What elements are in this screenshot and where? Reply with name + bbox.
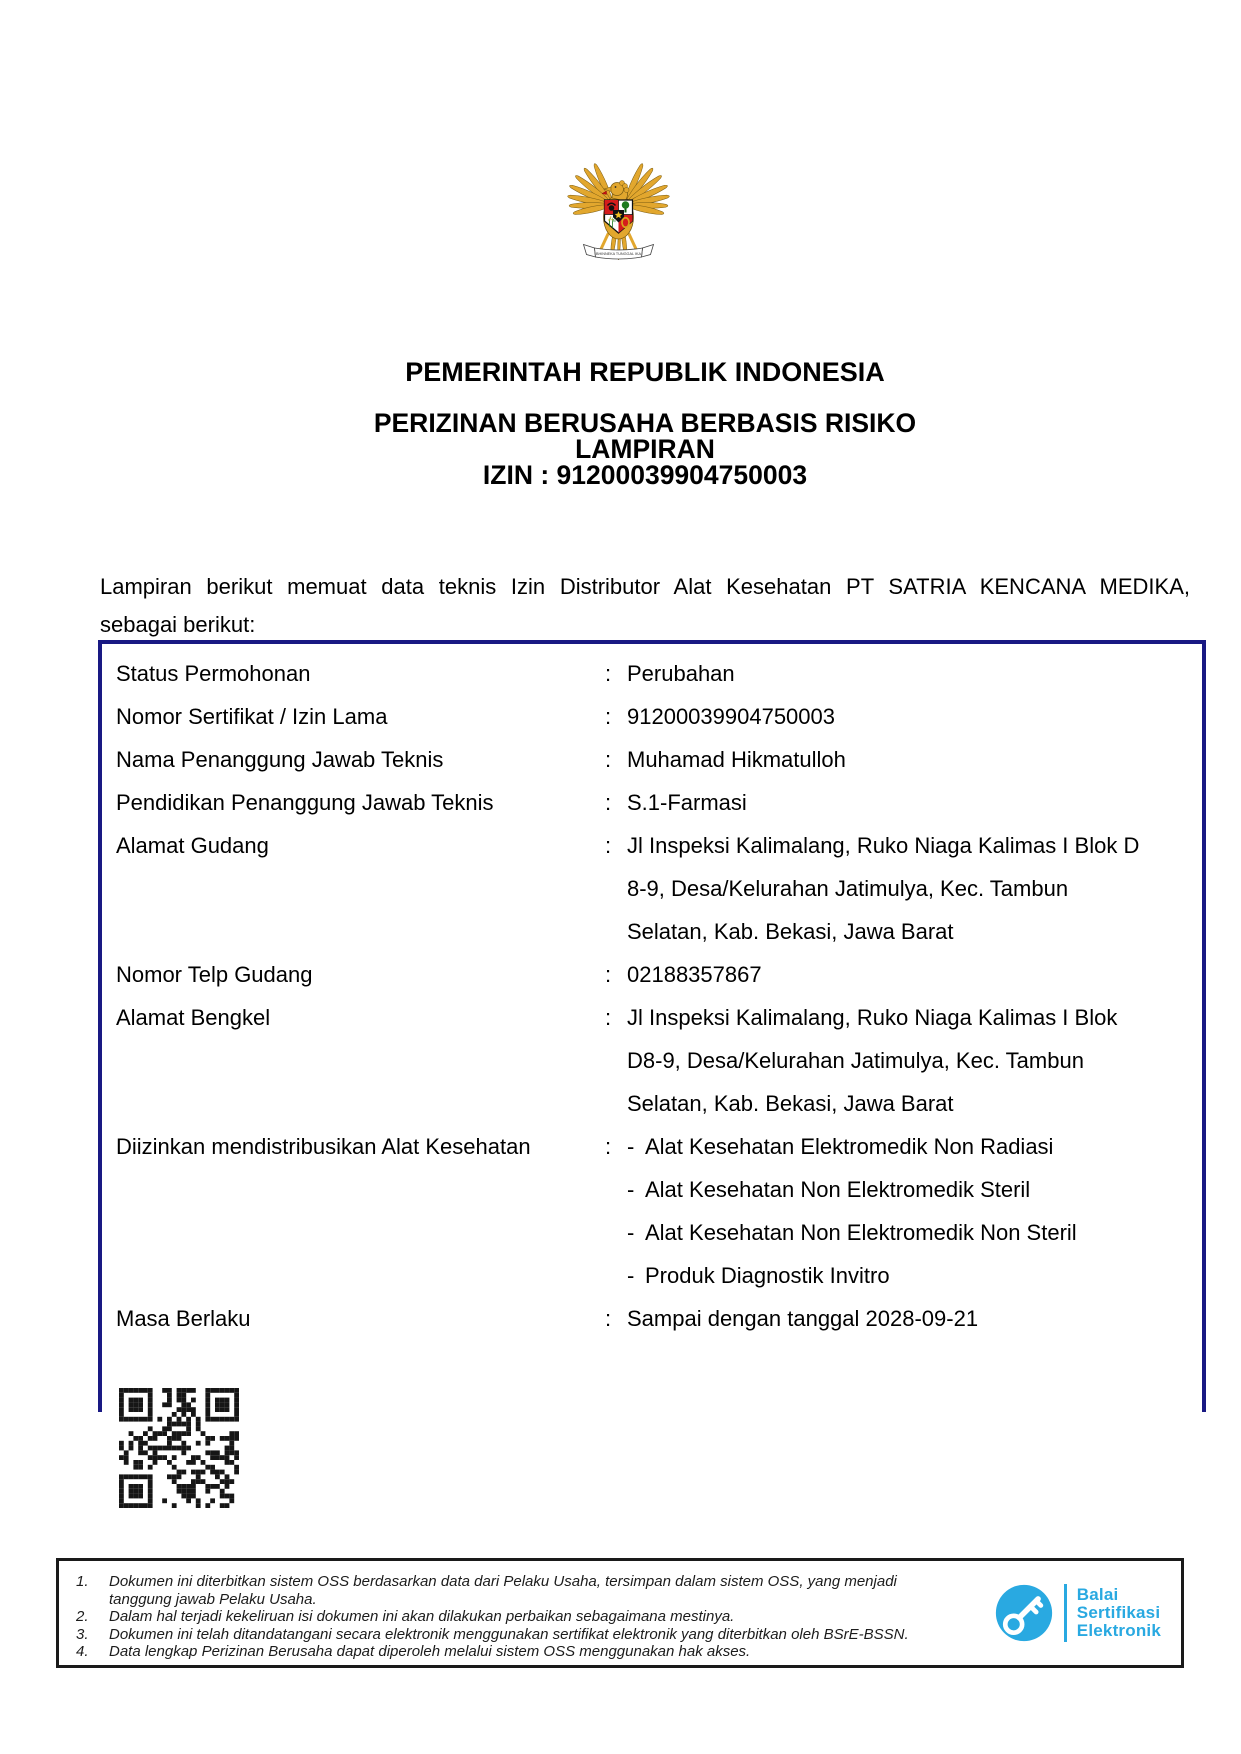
row-label: Nama Penanggung Jawab Teknis [116,747,444,772]
footer-notes-box [56,1558,1184,1668]
page-title-block [25,410,1241,488]
row-colon: : [605,833,612,858]
row-colon: : [605,1134,612,1159]
row-label: Alamat Bengkel [116,1005,271,1030]
table-row [116,781,1202,824]
table-row [116,652,1202,695]
row-colon: : [605,1005,612,1030]
row-value [627,738,1202,781]
value-list-item [627,1168,1202,1211]
emblem-motto: BHINNEKA TUNGGAL IKA [595,252,642,256]
value-text: Sampai dengan tanggal 2028-09-21 [627,1306,979,1331]
bse-key-icon [994,1583,1054,1643]
list-dash-marker: - [627,1177,635,1202]
intro-line-1: Lampiran berikut memuat data teknis Izin Distributor Alat Kesehatan PT SATRIA KENCANA MEDIKA, [100,574,1190,599]
list-item-text: Alat Kesehatan Elektromedik Non Radiasi [645,1134,1054,1159]
row-colon: : [605,661,612,686]
table-row [116,1125,1202,1297]
row-colon: : [605,790,612,815]
row-value [627,824,1202,953]
row-value [627,781,1202,824]
row-label: Diizinkan mendistribusikan Alat Kesehatan [116,1134,531,1159]
row-colon: : [605,962,612,987]
row-label: Nomor Telp Gudang [116,962,313,987]
title-line-lampiran: LAMPIRAN [575,434,715,464]
value-text: 02188357867 [627,962,762,987]
value-text-line: Selatan, Kab. Bekasi, Jawa Barat [627,1091,954,1116]
value-text-line: 8-9, Desa/Kelurahan Jatimulya, Kec. Tambun [627,876,1069,901]
row-colon: : [605,704,612,729]
balai-sertifikasi-elektronik-logo [994,1583,1161,1643]
footer-notes-list [76,1573,961,1661]
note-number: 1. [76,1573,89,1590]
intro-line-2: sebagai berikut: [100,612,256,637]
row-value [627,652,1202,695]
bse-text-line-2: Sertifikasi [1076,1603,1161,1622]
bse-logo-divider [1064,1584,1067,1642]
bse-text-line-3: Elektronik [1076,1621,1161,1640]
note-number: 2. [76,1608,89,1625]
page-title-government: PEMERINTAH REPUBLIK INDONESIA [405,357,885,387]
row-label: Pendidikan Penanggung Jawab Teknis [116,790,494,815]
value-list-item [627,1125,1202,1168]
row-label: Status Permohonan [116,661,311,686]
footer-note [76,1626,961,1644]
value-text-line: Jl Inspeksi Kalimalang, Ruko Niaga Kalimas I Blok [627,1005,1118,1030]
value-list-item [627,1254,1202,1297]
intro-paragraph [100,568,1190,644]
value-text: 91200039904750003 [627,704,836,729]
list-dash-marker: - [627,1263,635,1288]
row-value [627,1125,1202,1297]
table-row [116,824,1202,953]
row-label: Alamat Gudang [116,833,269,858]
footer-note [76,1643,961,1661]
value-text-line: Selatan, Kab. Bekasi, Jawa Barat [627,919,954,944]
value-text: S.1-Farmasi [627,790,747,815]
table-row [116,953,1202,996]
bse-logo-text [1077,1586,1161,1640]
garuda-icon [556,148,681,272]
footer-note [76,1573,961,1608]
row-value [627,1297,1202,1340]
table-row [116,738,1202,781]
list-item-text: Alat Kesehatan Non Elektromedik Steril [645,1177,1031,1202]
bse-text-line-1: Balai [1076,1585,1119,1604]
row-colon: : [605,747,612,772]
list-item-text: Alat Kesehatan Non Elektromedik Non Steril [645,1220,1077,1245]
qr-code-image [119,1388,239,1508]
table-row [116,695,1202,738]
row-value [627,996,1202,1125]
note-number: 4. [76,1643,89,1660]
garuda-pancasila-emblem [556,148,681,272]
list-item-text: Produk Diagnostik Invitro [645,1263,890,1288]
row-label: Nomor Sertifikat / Izin Lama [116,704,388,729]
note-text: Dalam hal terjadi kekeliruan isi dokumen ini akan dilakukan perbaikan sebagaimana mestinya. [109,1608,735,1625]
value-text: Perubahan [627,661,735,686]
value-list-item [627,1211,1202,1254]
value-text-line: Jl Inspeksi Kalimalang, Ruko Niaga Kalimas I Blok D [627,833,1140,858]
note-text: Dokumen ini telah ditandatangani secara elektronik menggunakan sertifikat elektronik yang diterbitkan oleh BSrE-BSSN. [109,1625,909,1643]
table-row [116,996,1202,1125]
row-value [627,695,1202,738]
footer-note [76,1608,961,1626]
row-colon: : [605,1306,612,1331]
value-text: Muhamad Hikmatulloh [627,747,846,772]
qr-code [119,1388,239,1508]
title-line-perizinan: PERIZINAN BERUSAHA BERBASIS RISIKO [373,408,917,438]
technical-data-table [98,640,1206,1412]
value-text-line: D8-9, Desa/Kelurahan Jatimulya, Kec. Tambun [627,1048,1084,1073]
note-text: Data lengkap Perizinan Berusaha dapat diperoleh melalui sistem OSS menggunakan hak akses. [109,1643,751,1660]
list-dash-marker: - [627,1220,635,1245]
note-text: Dokumen ini diterbitkan sistem OSS berdasarkan data dari Pelaku Usaha, tersimpan dalam sistem OSS, yang menjadi tanggung jawab Pelaku Usaha. [109,1573,897,1608]
note-number: 3. [76,1625,89,1643]
table-row [116,1297,1202,1340]
row-value [627,953,1202,996]
row-label: Masa Berlaku [116,1306,251,1331]
title-line-izin-number: IZIN : 91200039904750003 [482,460,808,490]
list-dash-marker: - [627,1134,635,1159]
